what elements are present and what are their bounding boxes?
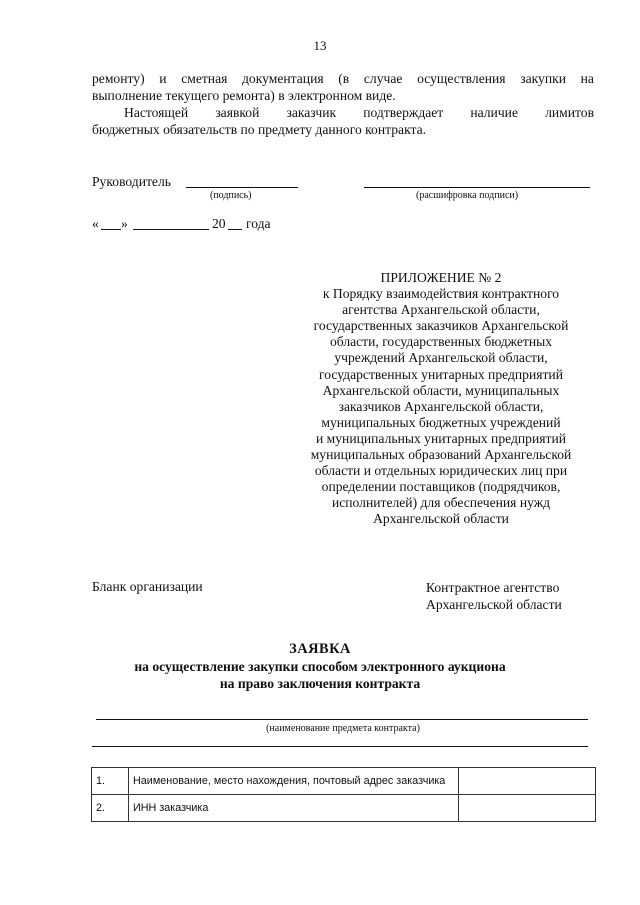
appendix-line: государственных заказчиков Архангельской xyxy=(313,318,569,334)
intro-line-3: Настоящей заявкой заказчик подтверждает наличие лимитов xyxy=(124,105,594,120)
subject-line-1 xyxy=(96,719,588,720)
row-number: 1. xyxy=(92,768,129,795)
intro-line-1: ремонту) и сметная документация (в случае осуществления закупки на xyxy=(92,71,594,86)
appendix-line: учреждений Архангельской области, xyxy=(334,350,548,366)
date-year-suffix: года xyxy=(246,216,271,231)
appendix-line: заказчиков Архангельской области, xyxy=(338,398,544,414)
intro-line-4: бюджетных обязательств по предмету данного контракта. xyxy=(92,122,427,137)
table-row xyxy=(92,795,596,822)
row-value-cell[interactable] xyxy=(459,795,596,822)
signature-caption: (подпись) xyxy=(210,190,252,201)
title-main: ЗАЯВКА xyxy=(289,641,351,657)
appendix-line: агентства Архангельской области, xyxy=(342,302,540,318)
appendix-line: муниципальных бюджетных учреждений xyxy=(321,414,561,430)
appendix-line: и муниципальных унитарных предприятий xyxy=(315,430,566,446)
date-year-prefix: 20 xyxy=(212,216,226,231)
requisites-table xyxy=(91,767,596,822)
appendix-line: области, государственных бюджетных xyxy=(329,334,553,350)
table-row xyxy=(92,768,596,795)
appendix-line: государственных унитарных предприятий xyxy=(319,366,563,382)
row-value-cell[interactable] xyxy=(459,768,596,795)
appendix-line: Архангельской области, муниципальных xyxy=(322,382,560,398)
title-line-3: на право заключения контракта xyxy=(219,676,421,691)
appendix-line: Архангельской области xyxy=(373,511,509,527)
subject-line-2 xyxy=(92,746,588,747)
appendix-line: исполнителей) для обеспечения нужд xyxy=(331,495,551,511)
signature-line xyxy=(186,187,298,188)
subject-caption: (наименование предмета контракта) xyxy=(266,723,420,734)
appendix-line: ПРИЛОЖЕНИЕ № 2 xyxy=(380,270,502,285)
intro-paragraph xyxy=(92,70,594,138)
appendix-line: муниципальных образований Архангельской xyxy=(310,447,572,463)
row-number: 2. xyxy=(92,795,129,822)
title-line-2: на осуществление закупки способом электронного аукциона xyxy=(134,659,506,674)
page-number: 13 xyxy=(313,38,327,53)
appendix-line: области и отдельных юридических лиц при xyxy=(314,463,568,479)
decode-line xyxy=(364,187,590,188)
appendix-line: к Порядку взаимодействия контрактного xyxy=(322,286,560,302)
row-label: Наименование, место нахождения, почтовый адрес заказчика xyxy=(129,768,459,795)
date-open-quote: « xyxy=(92,216,99,231)
intro-line-2: выполнение текущего ремонта) в электронном виде. xyxy=(92,88,396,103)
appendix-line: определении поставщиков (подрядчиков, xyxy=(321,479,561,495)
decode-caption: (расшифровка подписи) xyxy=(416,190,519,201)
recipient-agency: Контрактное агентство Архангельской области xyxy=(426,580,562,612)
row-label: ИНН заказчика xyxy=(129,795,459,822)
document-title xyxy=(0,641,640,692)
date-day-line xyxy=(101,229,121,230)
date-month-line xyxy=(133,229,209,230)
org-blank-label: Бланк организации xyxy=(92,579,203,594)
date-close-quote: » xyxy=(121,216,128,231)
head-label: Руководитель xyxy=(92,174,171,189)
appendix-header xyxy=(286,270,596,528)
date-year-line xyxy=(228,229,242,230)
